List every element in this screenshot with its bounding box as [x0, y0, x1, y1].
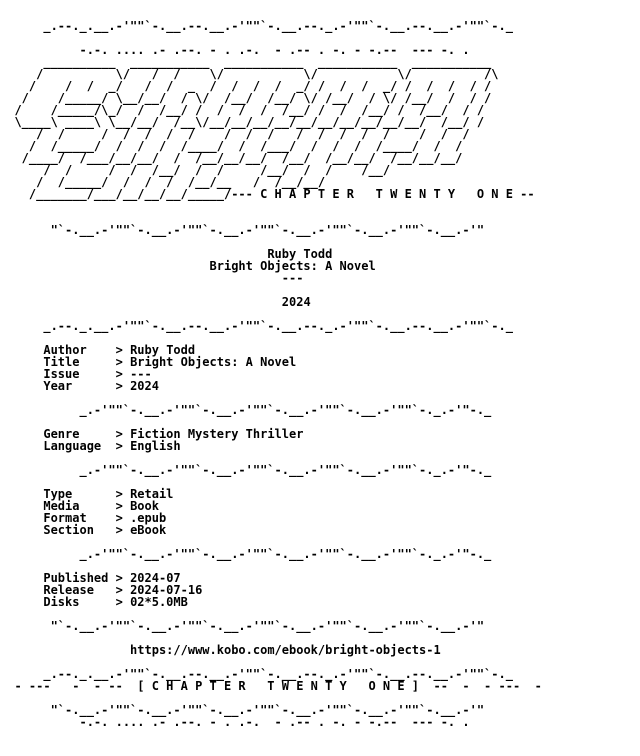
- deco-line: _.--._.__.-'""`-.__.--.__.-'""`-.__.--._.-'""`-.__.--.__.-'""`-._: [0, 19, 513, 33]
- label-type: Type: [43, 487, 73, 501]
- info-row-issue: Issue > ---: [43, 367, 152, 381]
- info-row-published: Published > 2024-07: [43, 571, 181, 585]
- logo-line: __________ ___________ ___________ ___________ ___________: [0, 55, 492, 69]
- value-year: 2024: [130, 379, 159, 393]
- label-release: Release: [43, 583, 94, 597]
- info-row-release: Release > 2024-07-16: [43, 583, 203, 597]
- label-genre: Genre: [43, 427, 80, 441]
- label-author: Author: [43, 343, 87, 357]
- deco-line: "`-.__.-'""`-.__.-'""`-.__.-'""`-.__.-'""`-.__.-'""`-.__.-'": [0, 619, 485, 633]
- info-row-disks: Disks > 02*5.0MB: [43, 595, 188, 609]
- label-title: Title: [43, 355, 80, 369]
- title-year-text: 2024: [281, 295, 311, 309]
- value-format: .epub: [130, 511, 167, 525]
- url-line: [0, 644, 542, 656]
- deco-line: _.--._.__.-'""`-.__.--.__.-'""`-.__.--._.-'""`-.__.--.__.-'""`-._: [0, 667, 513, 681]
- info-row-media: Media > Book: [43, 499, 159, 513]
- value-media: Book: [130, 499, 159, 513]
- title-separator-text: ---: [281, 271, 304, 285]
- info-row-title: Title > Bright Objects: A Novel: [43, 355, 297, 369]
- chapter-banner: - --- - - -- [ C H A P T E R T W E N T Y O N E ] -- - - --- -: [0, 679, 542, 693]
- deco-line: _.--._.__.-'""`-.__.--.__.-'""`-.__.--._.-'""`-.__.--.__.-'""`-._: [0, 319, 513, 333]
- info-row-genre: Genre > Fiction Mystery Thriller: [43, 427, 304, 441]
- morse-line: -.-. .... .- .--. - . .-. - .-- . -. - -.-- --- -. .: [0, 715, 470, 729]
- label-language: Language: [43, 439, 102, 453]
- morse-line: -.-. .... .- .--. - . .-. - .-- . -. - -.-- --- -. .: [0, 43, 470, 57]
- value-language: English: [130, 439, 181, 453]
- value-author: Ruby Todd: [130, 343, 196, 357]
- logo-line: / / / / /__/ / / /__/ / / /__/: [0, 163, 391, 177]
- logo-line: / /_____/ / / / /__/__ / /__/__/: [0, 175, 326, 189]
- info-row-type: Type > Retail: [43, 487, 174, 501]
- logo-line: / /_____/ \__/__/ / \/ /__/ /__/ \/ /__/ / \/ /__/ / / /: [0, 91, 492, 105]
- title-year: [0, 296, 542, 308]
- deco-line: "`-.__.-'""`-.__.-'""`-.__.-'""`-.__.-'""`-.__.-'""`-.__.-'": [0, 703, 485, 717]
- deco-line: "`-.__.-'""`-.__.-'""`-.__.-'""`-.__.-'""`-.__.-'""`-.__.-'": [0, 223, 485, 237]
- value-section: eBook: [130, 523, 167, 537]
- value-genre: Fiction Mystery Thriller: [130, 427, 304, 441]
- nfo-document: [0, 20, 542, 728]
- label-format: Format: [43, 511, 87, 525]
- info-row-author: Author > Ruby Todd: [43, 343, 196, 357]
- label-published: Published: [43, 571, 109, 585]
- label-disks: Disks: [43, 595, 80, 609]
- info-row-year: Year > 2024: [43, 379, 159, 393]
- value-release: 2024-07-16: [130, 583, 203, 597]
- label-issue: Issue: [43, 367, 80, 381]
- logo-line: /_______/___/__/__/__/_____/--- C H A P T E R T W E N T Y O N E --: [0, 187, 535, 201]
- label-year: Year: [43, 379, 73, 393]
- title-author-text: Ruby Todd: [267, 247, 333, 261]
- logo-line: / /_____/ / / / /____/ / /___/ / / / /____/ / /: [0, 139, 463, 153]
- logo-line: \____\ ____\ \__/__/ /__\/__/__/__/__/__/__/__/__/__/__/ /__/ /: [0, 115, 485, 129]
- info-row-language: Language > English: [43, 439, 181, 453]
- deco-line: _.-'""`-.__.-'""`-.__.-'""`-.__.-'""`-.__.-'""`-._.-'"-._: [0, 403, 492, 417]
- logo-line: / \/ / / \/ \/ \/ /\: [0, 67, 499, 81]
- value-published: 2024-07: [130, 571, 181, 585]
- info-row-format: Format > .epub: [43, 511, 167, 525]
- logo-line: / /_____/\_/ / /__/ / / / / /__/ / / /__/ / /__/ / /: [0, 103, 485, 117]
- deco-line: _.-'""`-.__.-'""`-.__.-'""`-.__.-'""`-.__.-'""`-._.-'"-._: [0, 547, 492, 561]
- value-disks: 02*5.0MB: [130, 595, 188, 609]
- title-book-text: Bright Objects: A Novel: [209, 259, 376, 273]
- logo-line: / / / _/ / / _ / / / / _/ / / / _/ / / / / /: [0, 79, 492, 93]
- value-issue: ---: [130, 367, 152, 381]
- kobo-link[interactable]: https://www.kobo.com/ebook/bright-objects-1: [130, 643, 441, 657]
- label-media: Media: [43, 499, 80, 513]
- value-title: Bright Objects: A Novel: [130, 355, 297, 369]
- deco-line: _.-'""`-.__.-'""`-.__.-'""`-.__.-'""`-.__.-'""`-._.-'"-._: [0, 463, 492, 477]
- title-separator: [0, 272, 542, 284]
- info-row-section: Section > eBook: [43, 523, 167, 537]
- value-type: Retail: [130, 487, 174, 501]
- label-section: Section: [43, 523, 94, 537]
- logo-line: /____/ /___/__/__/ / /__/__/__/ /__/ /__/__/ /__/__/__/: [0, 151, 463, 165]
- logo-line: / / / / / / / / / / / / / / / / / /: [0, 127, 470, 141]
